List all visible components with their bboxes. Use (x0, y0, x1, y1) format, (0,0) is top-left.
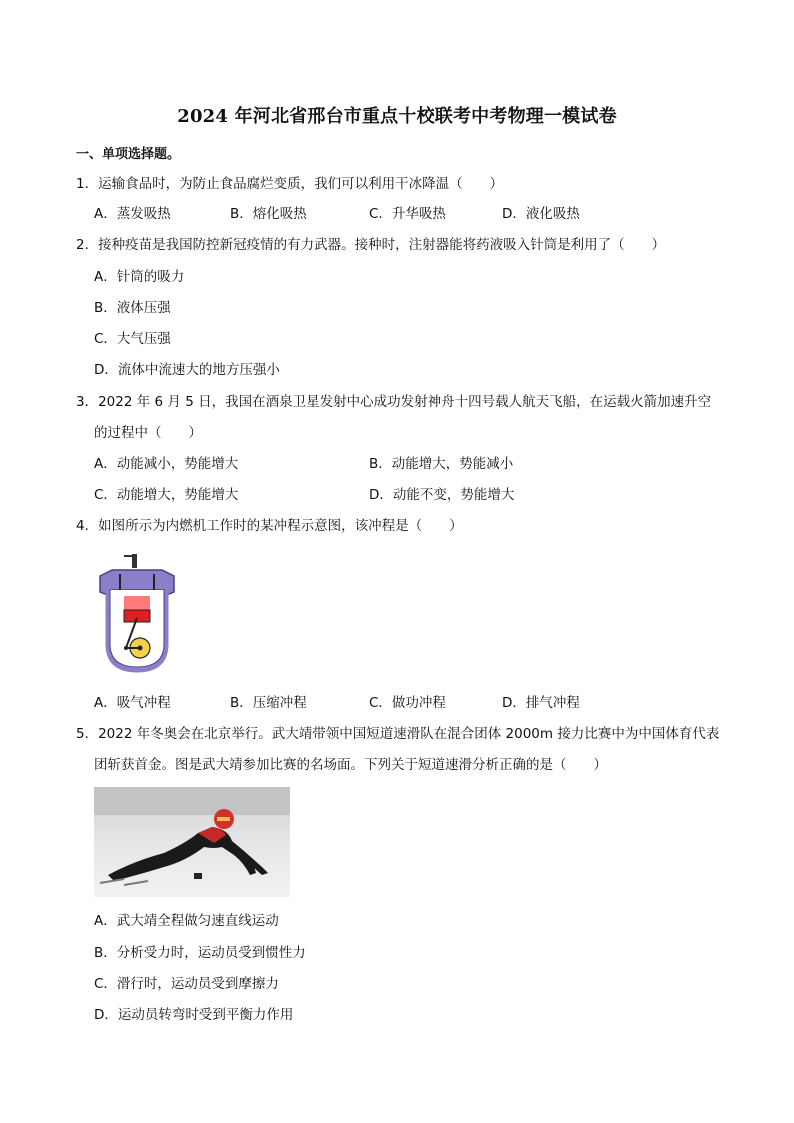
section-heading: 一、单项选择题。 (76, 147, 181, 162)
question-4-option-a[interactable]: A．吸气冲程 (94, 695, 171, 711)
question-3-option-a[interactable]: A．动能减小，势能增大 (94, 456, 239, 472)
question-5-stem-continued: 团斩获首金。图是武大靖参加比赛的名场面。下列关于短道速滑分析正确的是（ ） (94, 757, 607, 773)
question-2-stem: 2．接种疫苗是我国防控新冠疫情的有力武器。接种时，注射器能将药液吸入针筒是利用了（ ） (76, 237, 666, 253)
question-5-option-a[interactable]: A．武大靖全程做匀速直线运动 (94, 913, 279, 929)
question-4-option-d[interactable]: D．排气冲程 (502, 695, 580, 711)
question-3-stem-continued: 的过程中（ ） (94, 425, 202, 441)
question-5-option-d[interactable]: D．运动员转弯时受到平衡力作用 (94, 1007, 294, 1023)
question-4-stem: 4．如图所示为内燃机工作时的某冲程示意图，该冲程是（ ） (76, 518, 463, 534)
engine-stroke-diagram (94, 552, 180, 674)
question-1-stem: 1．运输食品时，为防止食品腐烂变质，我们可以利用干冰降温（ ） (76, 176, 504, 192)
question-1-option-d[interactable]: D．液化吸热 (502, 206, 580, 222)
question-3-option-d[interactable]: D．动能不变，势能增大 (369, 487, 515, 503)
exam-title: 2024 年河北省邢台市重点十校联考中考物理一模试卷 (177, 106, 617, 127)
question-3-option-b[interactable]: B．动能增大，势能减小 (369, 456, 514, 472)
question-5-option-c[interactable]: C．滑行时，运动员受到摩擦力 (94, 976, 279, 992)
question-3-stem: 3．2022 年 6 月 5 日，我国在酒泉卫星发射中心成功发射神舟十四号载人航天飞船，在运载火箭加速升空 (76, 394, 712, 410)
question-2-option-b[interactable]: B．液体压强 (94, 300, 171, 316)
question-2-option-a[interactable]: A．针筒的吸力 (94, 269, 185, 285)
spark-plug-icon (132, 554, 137, 568)
question-5-stem: 5．2022 年冬奥会在北京举行。武大靖带领中国短道速滑队在混合团体 2000m 接力比赛中为中国体育代表 (76, 726, 720, 742)
question-2-option-c[interactable]: C．大气压强 (94, 331, 171, 347)
question-1-option-b[interactable]: B．熔化吸热 (230, 206, 307, 222)
question-1-option-c[interactable]: C．升华吸热 (369, 206, 446, 222)
question-2-option-d[interactable]: D．流体中流速大的地方压强小 (94, 362, 280, 378)
question-3-option-c[interactable]: C．动能增大，势能增大 (94, 487, 239, 503)
question-5-option-b[interactable]: B．分析受力时，运动员受到惯性力 (94, 945, 306, 961)
question-1-option-a[interactable]: A．蒸发吸热 (94, 206, 171, 222)
question-4-option-c[interactable]: C．做功冲程 (369, 695, 446, 711)
question-4-option-b[interactable]: B．压缩冲程 (230, 695, 307, 711)
speed-skater-photo (94, 787, 290, 897)
